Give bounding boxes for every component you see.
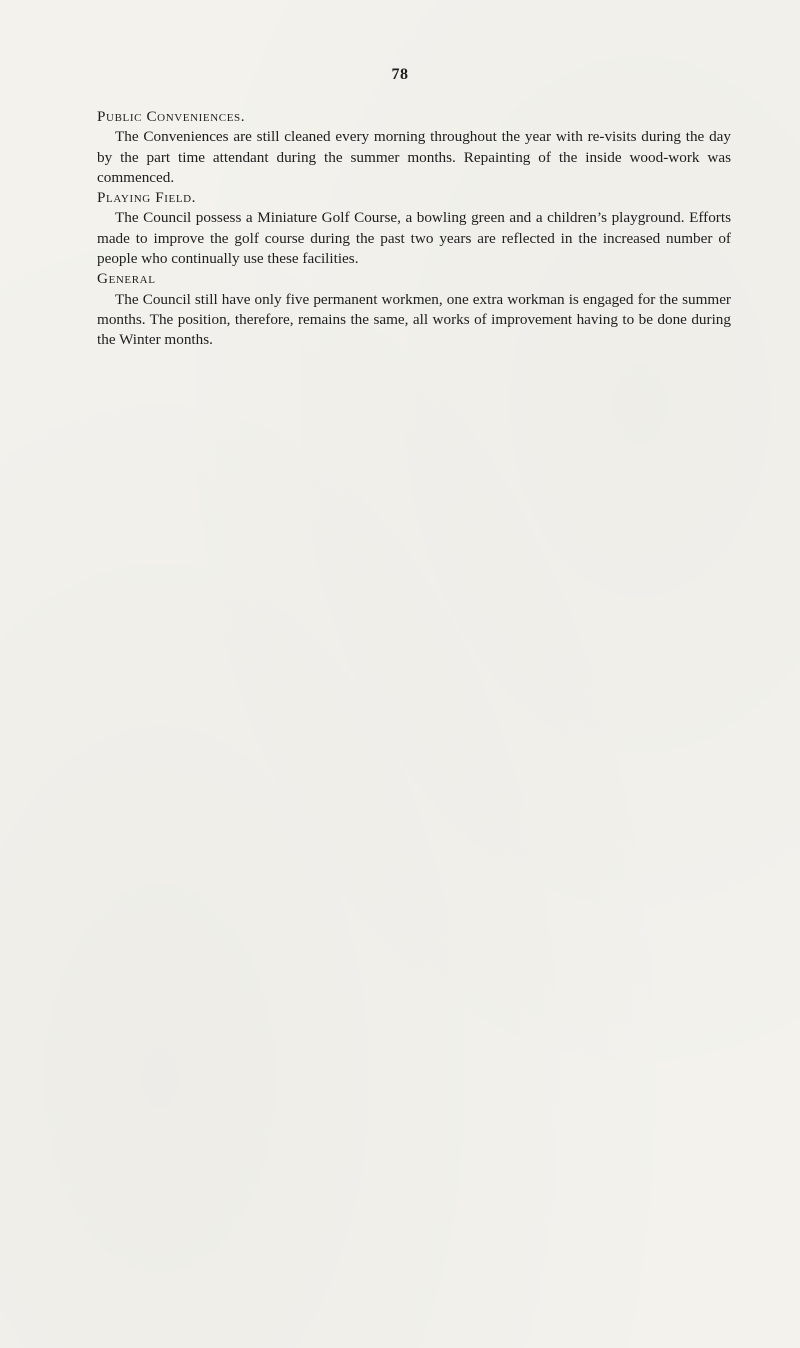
page-number: 78 [391,66,409,83]
section-playing-field [97,188,731,269]
section-paragraph: The Council possess a Miniature Golf Course, a bowling green and a children’s playground. Efforts made to improve the golf course during the past two years are reflected in the increased number of people who continually use these facilities. [97,209,731,268]
section-paragraph: The Council still have only five permanent workmen, one extra workman is engaged for the summer months. The position, therefore, remains the same, all works of improvement having to be done during the Winter months. [97,290,731,349]
section-heading: Playing Field. [97,189,197,207]
section-heading: General [97,270,156,288]
section-general [97,269,731,350]
section-heading: Public Conveniences. [97,108,246,125]
section-paragraph: The Conveniences are still cleaned every morning throughout the year with re-visits during the day by the part time attendant during the summer months. Repainting of the inside wood-work was commenced. [97,128,731,186]
section-public-conveniences [97,107,731,188]
body-text [97,107,731,351]
